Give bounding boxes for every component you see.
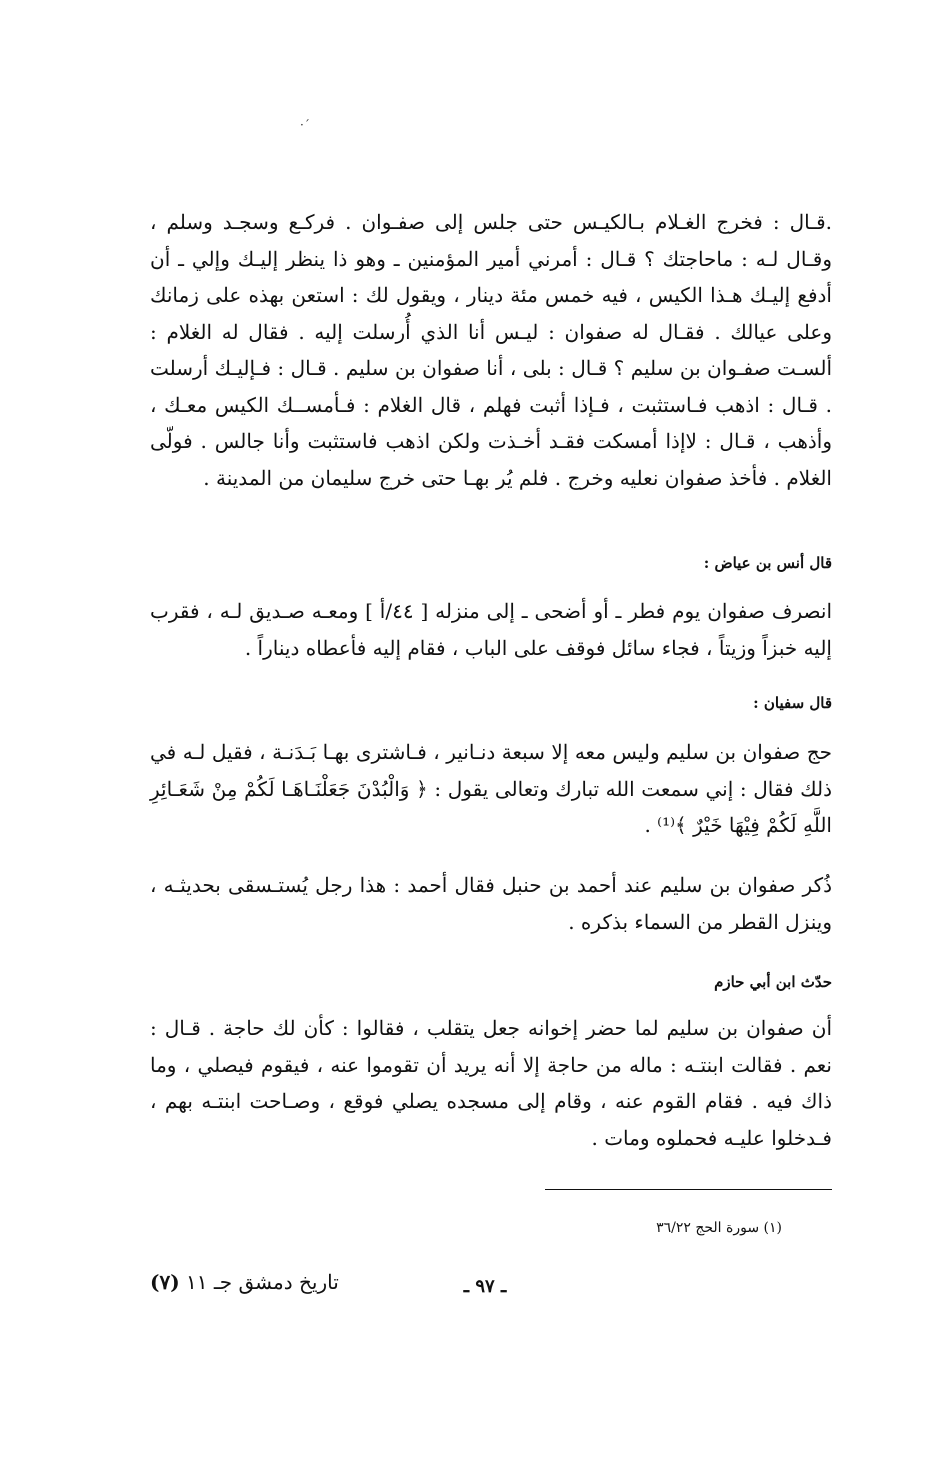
heading-sufyan: قال سفيان : xyxy=(753,694,832,712)
paragraph-2: انصرف صفوان يوم فطر ـ أو أضحى ـ إلى منزله [ ٤٤/أ ] ومعـه صـديق لـه ، فقرب إليه خبزاً وزيتاً ، فجاء سائل فوقف على الباب ، فقام إليه فأعطاه ديناراً . xyxy=(150,599,832,660)
paragraph-4: ذُكر صفوان بن سليم عند أحمد بن حنبل فقال أحمد : هذا رجل يُستـسقى بحديثـه ، وينزل القطر من السماء بذكره . xyxy=(150,873,832,934)
page-number: ـ ٩٧ ـ xyxy=(463,1276,507,1297)
paragraph-3: حج صفوان بن سليم وليس معه إلا سبعة دنـانير ، فـاشترى بهـا بَـدَنـة ، فقيل لـه في ذلك فقال : إني سمعت الله تبارك وتعالى يقول : ﴿ وَالْبُدْنَ جَعَلْنَـاهَـا لَكُمْ مِنْ شَعَـائِرِ اللَّهِ لَكُمْ فِيْهَا خَيْرٌ ﴾⁽¹⁾ . xyxy=(150,740,832,837)
footnote-divider xyxy=(545,1189,832,1190)
book-title: تاريخ دمشق جـ ١١ xyxy=(186,1270,339,1294)
top-mark: ·´ xyxy=(300,118,310,132)
paragraph-1: .قـال : فخرج الغـلام بـالكيـس حتى جلس إلى صفـوان . فركـع وسجـد وسلم ، وقـال لـه : ماحاجتك ؟ قـال : أمرني أمير المؤمنين ـ وهو ذا ينظر إليـك وإلي ـ أن أدفع إليـك هـذا الكيس ، فيه خمس مئة دينار ، ويقول لك : استعن بهذه على زمانك وعلى عيالك . فقـال له صفوان : ليـس أنا الذي أُرسلت إليه . فقال له الغلام : ألسـت صفـوان بن سليم ؟ قـال : بلى ، أنا صفوان بن سليم . قـال : فـإليـك أرسلت . قـال : اذهب فـاستثبت ، فـإذا أثبت فهلم ، قال الغلام : فـأمســك الكيس معـك ، وأذهب ، قـال : لاإذا أمسكت فقـد أخـذت ولكن اذهب فاستثبت وأنا جالس . فولّى الغلام . فأخذ صفوان نعليه وخرج . فلم يُر بهـا حتى خرج سليمان من المدينة . xyxy=(150,210,832,490)
heading-anas-ibn-iyad: قال أنس بن عياض : xyxy=(703,554,832,572)
footnote: (١) سورة الحج ٣٦/٢٢ xyxy=(656,1220,782,1236)
heading-ibn-abi-hazim: حدّث ابن أبي حازم xyxy=(714,973,832,991)
paragraph-5: أن صفوان بن سليم لما حضر إخوانه جعل يتقلب ، فقالوا : كأن لك حاجة . قـال : نعم . فقالت ابنتـه : ماله من حاجة إلا أنه يريد أن تقوموا عنه ، فيقوم فيصلي ، وما ذاك فيه . فقام القوم عنه ، وقام إلى مسجده يصلي فوقع ، وصـاحت ابنتـه بهم ، فـدخلوا عليـه فحملوه ومات . xyxy=(150,1016,832,1150)
book-volume-mark: (٧) xyxy=(150,1270,180,1294)
book-reference xyxy=(150,1270,350,1294)
